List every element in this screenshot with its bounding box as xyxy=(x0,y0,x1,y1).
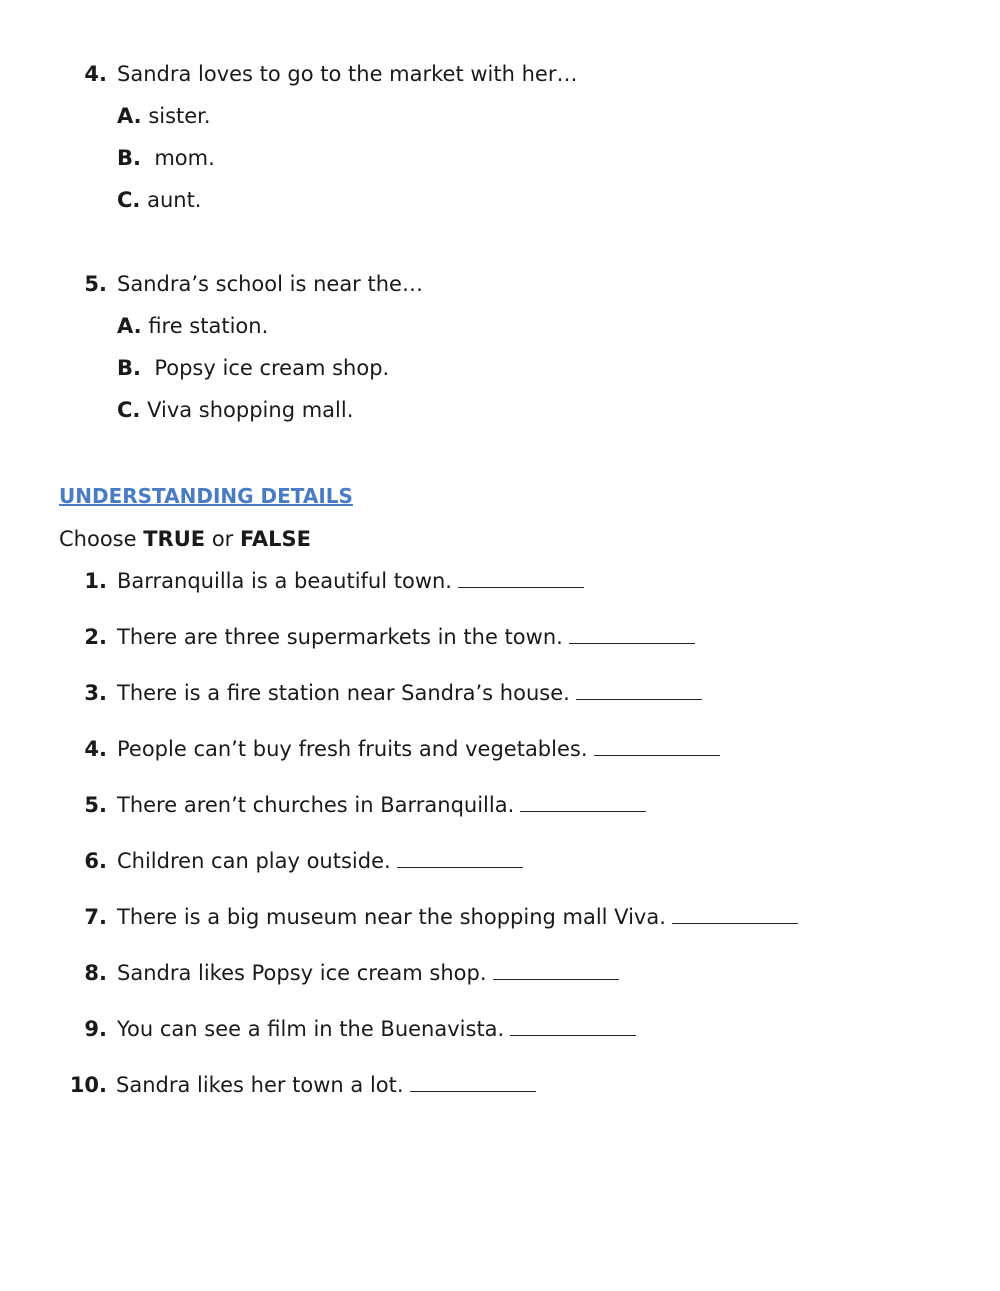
answer-option[interactable] xyxy=(117,354,389,382)
question-line xyxy=(117,735,720,763)
question-line xyxy=(117,1015,636,1043)
section-title: UNDERSTANDING DETAILS xyxy=(59,484,353,508)
question-number: 4. xyxy=(84,737,107,761)
question-line xyxy=(117,959,619,987)
question-number: 7. xyxy=(84,905,107,929)
question-text: Children can play outside. xyxy=(117,849,391,873)
answer-blank[interactable] xyxy=(410,1071,536,1092)
answer-option[interactable] xyxy=(117,186,201,214)
question-number: 5. xyxy=(84,793,107,817)
question-line xyxy=(117,791,646,819)
answer-option[interactable] xyxy=(117,312,268,340)
question-line xyxy=(117,847,523,875)
question-text: There is a fire station near Sandra’s house. xyxy=(117,681,570,705)
answer-blank[interactable] xyxy=(672,903,798,924)
question-text: Barranquilla is a beautiful town. xyxy=(117,569,452,593)
question-number: 8. xyxy=(84,961,107,985)
option-text: aunt. xyxy=(147,188,202,212)
answer-blank[interactable] xyxy=(458,567,584,588)
option-text: sister. xyxy=(148,104,211,128)
question-number: 6. xyxy=(84,849,107,873)
answer-blank[interactable] xyxy=(397,847,523,868)
answer-blank[interactable] xyxy=(510,1015,636,1036)
option-text: mom. xyxy=(154,146,215,170)
answer-blank[interactable] xyxy=(520,791,646,812)
question-text: Sandra likes her town a lot. xyxy=(116,1073,404,1097)
question-text: People can’t buy fresh fruits and vegetables. xyxy=(117,737,588,761)
question-line xyxy=(117,679,702,707)
option-text: Popsy ice cream shop. xyxy=(154,356,390,380)
instruction xyxy=(59,525,311,553)
question-line xyxy=(116,1071,536,1099)
instruction-prefix: Choose xyxy=(59,527,137,551)
question-text: There are three supermarkets in the town. xyxy=(117,625,563,649)
answer-option[interactable] xyxy=(117,102,211,130)
question-text: Sandra loves to go to the market with her… xyxy=(117,62,578,86)
answer-blank[interactable] xyxy=(576,679,702,700)
question-number: 4. xyxy=(84,62,107,86)
false-word: FALSE xyxy=(239,527,312,551)
question-text: Sandra’s school is near the… xyxy=(117,272,423,296)
option-text: fire station. xyxy=(148,314,269,338)
question-number: 9. xyxy=(84,1017,107,1041)
option-letter: B. xyxy=(117,146,141,170)
question-line xyxy=(117,567,584,595)
question-line xyxy=(117,903,798,931)
question-number: 2. xyxy=(84,625,107,649)
option-letter: A. xyxy=(117,314,142,338)
or-word: or xyxy=(211,527,234,551)
answer-blank[interactable] xyxy=(569,623,695,644)
question-number: 1. xyxy=(84,569,107,593)
true-word: TRUE xyxy=(143,527,206,551)
question-text: Sandra likes Popsy ice cream shop. xyxy=(117,961,487,985)
option-letter: C. xyxy=(117,188,141,212)
question-text: There is a big museum near the shopping mall Viva. xyxy=(117,905,666,929)
question-number: 10. xyxy=(69,1073,107,1097)
answer-option[interactable] xyxy=(117,144,215,172)
option-letter: A. xyxy=(117,104,142,128)
question-number: 3. xyxy=(84,681,107,705)
answer-blank[interactable] xyxy=(594,735,720,756)
answer-blank[interactable] xyxy=(493,959,619,980)
question-line xyxy=(117,623,695,651)
question-number: 5. xyxy=(84,272,107,296)
option-text: Viva shopping mall. xyxy=(147,398,354,422)
answer-option[interactable] xyxy=(117,396,353,424)
question-text: There aren’t churches in Barranquilla. xyxy=(117,793,515,817)
option-letter: C. xyxy=(117,398,141,422)
option-letter: B. xyxy=(117,356,141,380)
question-text: You can see a film in the Buenavista. xyxy=(117,1017,505,1041)
